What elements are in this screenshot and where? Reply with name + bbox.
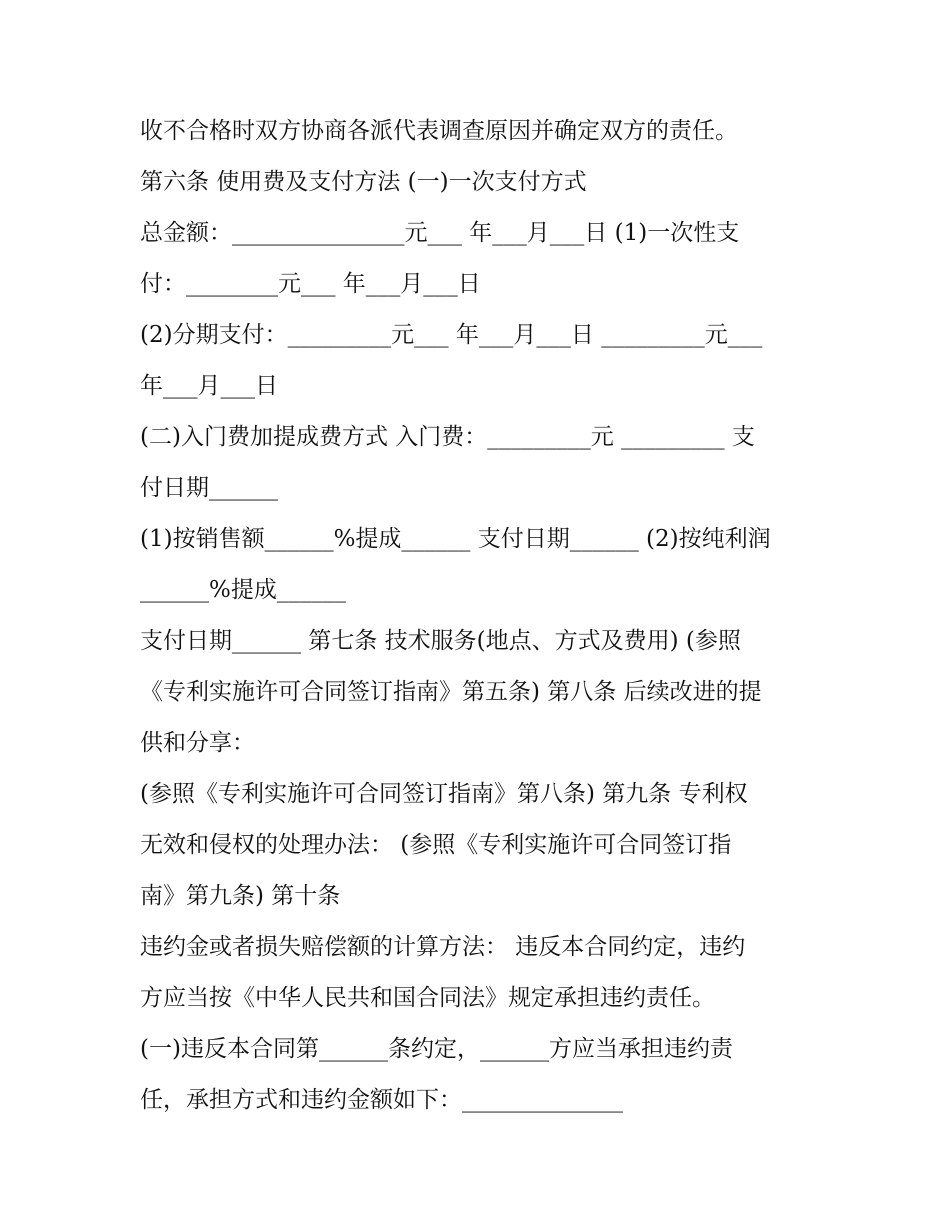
text-line: (一)违反本合同第______条约定，______方应当承担违约责: [140, 1036, 733, 1062]
document-body: [140, 106, 830, 1126]
text-line: 《专利实施许可合同签订指南》第五条) 第八条 后续改进的提: [140, 679, 762, 705]
text-line: 无效和侵权的处理办法： (参照《专利实施许可合同签订指: [140, 832, 732, 858]
text-line: (二)入门费加提成费方式 入门费：_________元 _________ 支: [140, 424, 755, 450]
text-line: 南》第九条) 第十条: [140, 883, 341, 909]
text-line: 总金额：_______________元___ 年___月___日 (1)一次性支: [140, 220, 740, 246]
text-line: 任，承担方式和违约金额如下：______________: [140, 1087, 623, 1113]
text-line: (参照《专利实施许可合同签订指南》第八条) 第九条 专利权: [140, 781, 748, 807]
text-line: ______%提成______: [140, 577, 346, 603]
text-line: 供和分享：: [140, 730, 255, 756]
text-line: 支付日期______ 第七条 技术服务(地点、方式及费用) (参照: [140, 628, 741, 654]
text-line: 收不合格时双方协商各派代表调查原因并确定双方的责任。: [140, 118, 738, 144]
text-line: (2)分期支付：_________元___ 年___月___日 _________元___: [140, 322, 763, 348]
text-line: 第六条 使用费及支付方法 (一)一次支付方式: [140, 169, 587, 195]
text-line: 违约金或者损失赔偿额的计算方法： 违反本合同约定，违约: [140, 934, 746, 960]
text-line: 方应当按《中华人民共和国合同法》规定承担违约责任。: [140, 985, 715, 1011]
text-line: (1)按销售额______%提成______ 支付日期______ (2)按纯利润: [140, 526, 771, 552]
text-line: 年___月___日: [140, 373, 278, 399]
text-line: 付：________元___ 年___月___日: [140, 271, 481, 297]
text-line: 付日期______: [140, 475, 278, 501]
